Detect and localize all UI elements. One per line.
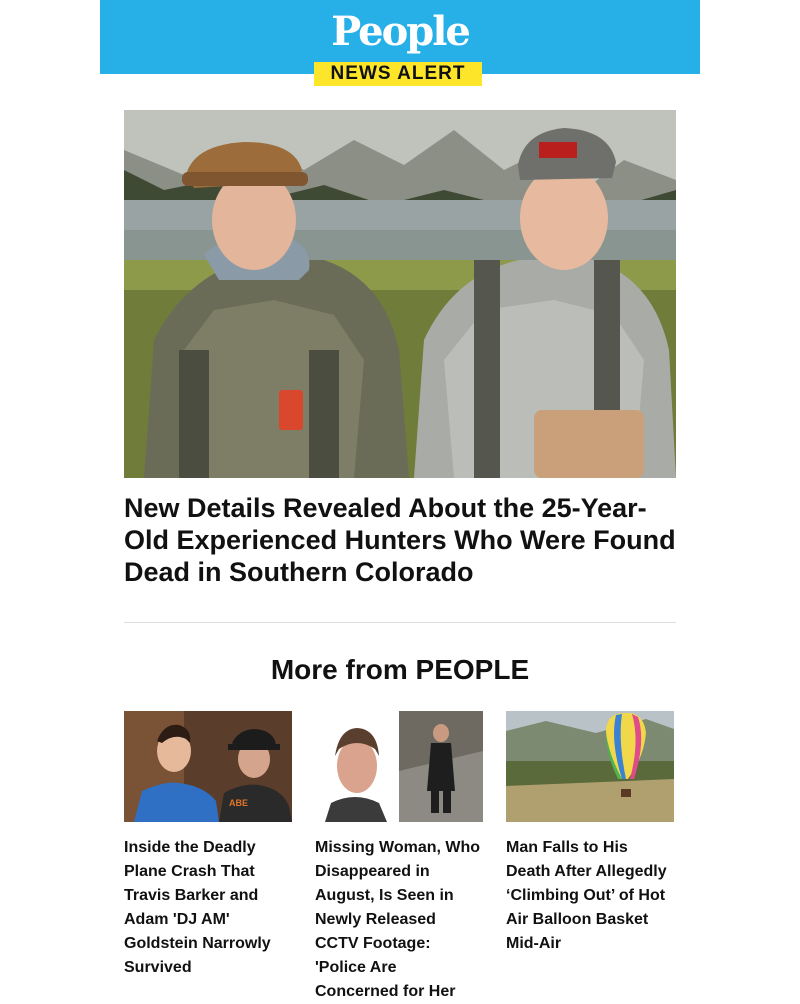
- story-card[interactable]: [315, 711, 483, 1004]
- story-title[interactable]: Missing Woman, Who Disappeared in August, Is Seen in Newly Released CCTV Footage: 'Police Are Concerned for Her: [315, 839, 481, 1000]
- story-image[interactable]: [506, 711, 674, 822]
- story-card[interactable]: [506, 711, 674, 956]
- story-image[interactable]: [315, 711, 483, 822]
- svg-text:ABE: ABE: [229, 798, 249, 808]
- story-card[interactable]: [124, 711, 292, 980]
- story-image[interactable]: [124, 711, 292, 822]
- news-alert-badge: NEWS ALERT: [314, 62, 482, 86]
- more-from-people-title: More from PEOPLE: [270, 654, 530, 685]
- story-title[interactable]: Man Falls to His Death After Allegedly ‘Climbing Out’ of Hot Air Balloon Basket Mid-Air: [506, 839, 667, 952]
- hero-image[interactable]: [124, 110, 676, 478]
- hero-headline[interactable]: New Details Revealed About the 25-Year-Old Experienced Hunters Who Were Found Dead in Southern Colorado: [124, 493, 676, 587]
- people-header: [100, 0, 700, 84]
- people-logo[interactable]: People: [331, 8, 469, 55]
- section-divider: [124, 622, 676, 623]
- story-title[interactable]: Inside the Deadly Plane Crash That Travis Barker and Adam 'DJ AM' Goldstein Narrowly Survived: [124, 839, 271, 976]
